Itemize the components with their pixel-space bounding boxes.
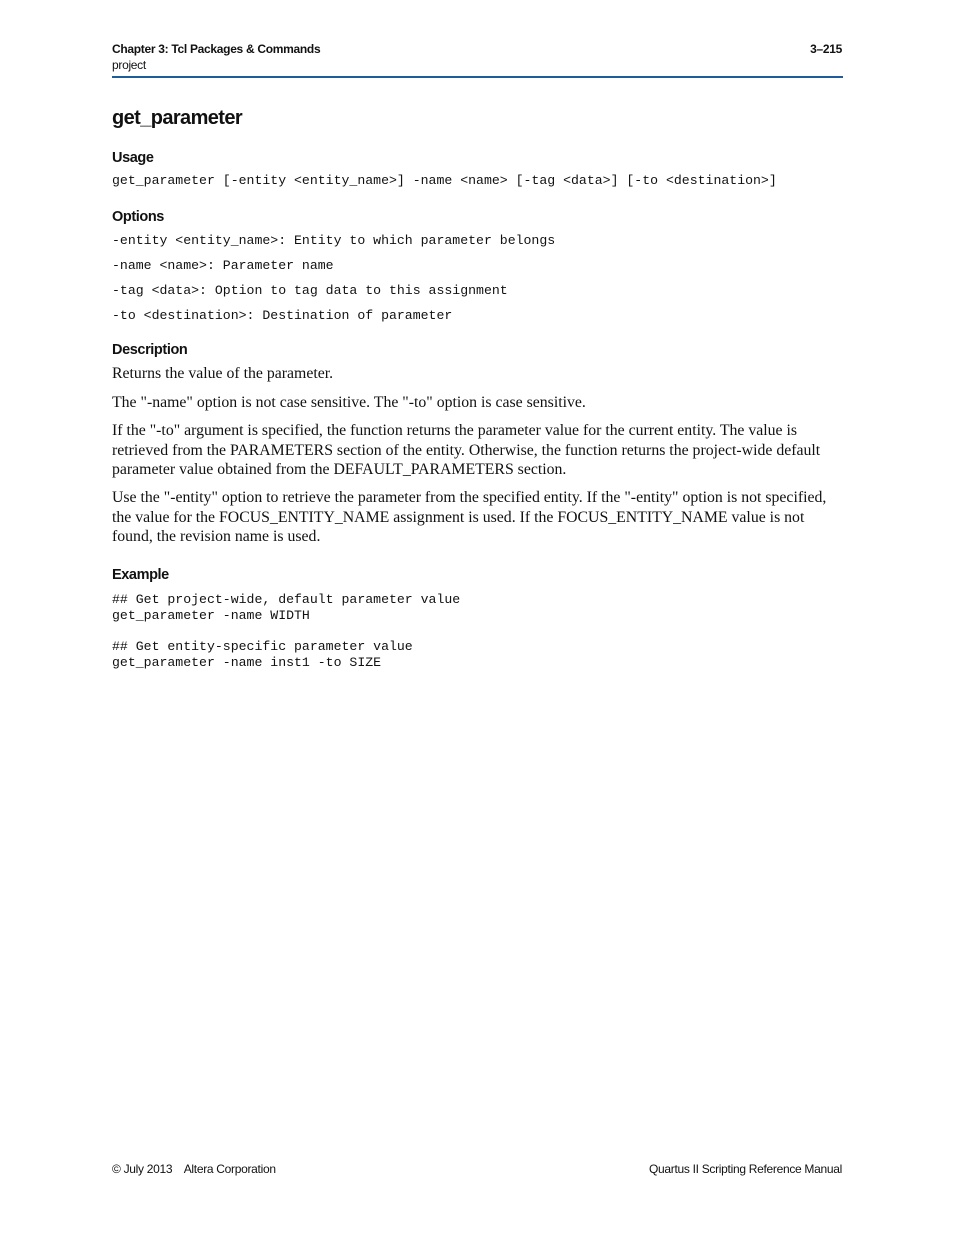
- page-title: get_parameter: [112, 107, 243, 129]
- example-line-5: get_parameter -name inst1 -to SIZE: [112, 654, 382, 670]
- chapter-title: Chapter 3: Tcl Packages & Commands: [112, 42, 321, 56]
- description-heading: Description: [112, 342, 188, 358]
- example-line-4: ## Get entity-specific parameter value: [112, 638, 413, 654]
- header-rule: [112, 76, 843, 78]
- example-line-2: get_parameter -name WIDTH: [112, 607, 310, 623]
- option-to: -to <destination>: Destination of parameter: [112, 308, 453, 323]
- main-content: [112, 104, 847, 671]
- example-heading: Example: [112, 566, 169, 583]
- footer-copyright: © July 2013 Altera Corporation: [112, 1162, 276, 1176]
- options-heading: Options: [112, 209, 164, 225]
- description-paragraph-4: Use the "-entity" option to retrieve the parameter from the specified entity. If the "-entity" option is not specified, the value for the FOCUS_ENTITY_NAME assignment is used. If the FOCUS_ENTITY_NAME value is not found, the revision name is used.: [112, 488, 827, 546]
- description-paragraph-2: The "-name" option is not case sensitive. The "-to" option is case sensitive.: [112, 393, 586, 411]
- description-paragraph-1: Returns the value of the parameter.: [112, 365, 334, 382]
- option-entity: -entity <entity_name>: Entity to which parameter belongs: [112, 233, 556, 248]
- usage-heading: Usage: [112, 150, 154, 166]
- example-code-block: [112, 592, 847, 671]
- footer-manual-title: Quartus II Scripting Reference Manual: [648, 1162, 842, 1176]
- description-paragraph-3: If the "-to" argument is specified, the function returns the parameter value for the current entity. The value is retrieved from the PARAMETERS section of the entity. Otherwise, the function returns the project-wide default parameter value obtained from the DEFAULT_PARAMETERS section.: [112, 422, 821, 479]
- example-line-3: [112, 624, 847, 639]
- option-tag: -tag <data>: Option to tag data to this assignment: [112, 283, 508, 298]
- usage-code: get_parameter [-entity <entity_name>] -name <name> [-tag <data>] [-to <destination>]: [112, 173, 777, 188]
- example-line-1: ## Get project-wide, default parameter value: [112, 591, 461, 607]
- page-number: 3–215: [810, 42, 842, 56]
- section-name: project: [112, 58, 146, 72]
- option-name: -name <name>: Parameter name: [112, 258, 334, 273]
